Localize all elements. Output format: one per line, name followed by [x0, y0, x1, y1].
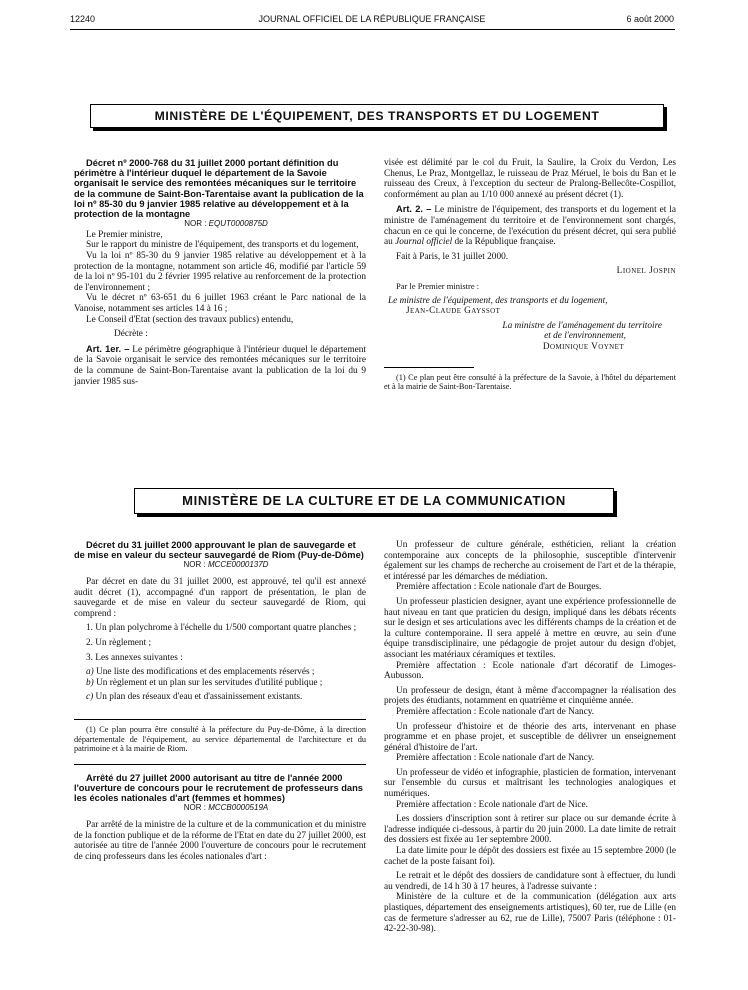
- ministry-heading-culture: MINISTÈRE DE LA CULTURE ET DE LA COMMUNICATION: [134, 488, 614, 514]
- footnote-riom: (1) Ce plan pourra être consulté à la préfecture du Puy-de-Dôme, à la direction départementale de l'équipement, au service départemental de l'architecture et du patrimoine et à la mairie de Riom.: [74, 724, 366, 754]
- minister-title-environnement-b: et de l'environnement,: [544, 331, 626, 342]
- footnote: (1) Ce plan peut être consulté à la préfecture de la Savoie, à l'hôtel du département et à la mairie de Saint-Bon-Tarentaise.: [384, 372, 676, 392]
- signer-voynet: Dominique Voynet: [542, 341, 624, 352]
- section-rule: [74, 764, 366, 765]
- post-description: Un professeur de design, étant à même d'accompagner la réalisation des projets des étudiants, notamment en quatrième et cinquième année.: [384, 685, 676, 707]
- signer-prime-minister: Lionel Jospin: [616, 266, 676, 277]
- nor-reference-arrete: NOR : MCCB0000519A: [183, 803, 269, 813]
- decree-title: Décret nº 2000-768 du 31 juillet 2000 portant définition du périmètre à l'intérieur duquel le département de la Savoie organisait le service des remontées mécaniques sur le territoire de la commune de Saint-Bon-Tarentaise avant la publication de la loi nº 85-30 du 9 janvier 1985 relative au développement et à la protection de la montagne: [74, 158, 364, 220]
- post-affectation: Première affectation : Ecole nationale d'art de Nancy.: [396, 706, 595, 717]
- preamble-line: Vu la loi nº 85-30 du 9 janvier 1985 relative au développement et à la protection de la montagne, notamment son article 46, modifié par l'article 59 de la loi nº 95-101 du 2 février 1995 relative au renforcement de la protection de l'environnement ;: [74, 251, 366, 293]
- preamble-line: Le Premier ministre,: [86, 229, 163, 240]
- decrete-line: Décrète :: [114, 329, 148, 340]
- section2-right-column: [384, 540, 676, 935]
- list-item: 2. Un règlement ;: [86, 637, 152, 648]
- minister-title-environnement-a: La ministre de l'aménagement du territoire: [502, 320, 662, 331]
- header-rule: [70, 29, 675, 30]
- sub-list-item: c) Un plan des réseaux d'eau et d'assainissement existants.: [86, 692, 303, 703]
- preamble-line: Vu le décret nº 63-651 du 6 juillet 1963 créant le Parc national de la Vanoise, notamment ses articles 14 à 16 ;: [74, 293, 366, 314]
- post-affectation: Première affectation : Ecole nationale d'art décoratif de Limoges-Aubusson.: [384, 660, 676, 682]
- preamble-line: Le Conseil d'Etat (section des travaux publics) entendu,: [86, 314, 294, 325]
- post-description: Un professeur plasticien designer, ayant une expérience professionnelle de haut niveau en tant que praticien du design, impliqué dans les débats récents sur le design et ses articulations avec les différents champs de la création et de la culture contemporaine. Il sera appelé à mettre en œuvre, au sein d'une équipe transdisciplinaire, une pédagogie de projet autour du design d'objet, associant les matériaux céramiques et textiles.: [384, 596, 676, 660]
- post-affectation: Première affectation : Ecole nationale d'art de Nancy.: [396, 753, 595, 764]
- arrete-intro: Par arrêté de la ministre de la culture et de la communication et du ministre de la fonction publique et de la réforme de l'Etat en date du 27 juillet 2000, est autorisée au titre de l'année 2000 l'ouverture de concours pour le recrutement de cinq professeurs dans les écoles nationales d'art :: [74, 819, 366, 862]
- minister-title-equipement: Le ministre de l'équipement, des transports et du logement,: [388, 295, 608, 306]
- list-item: 1. Un plan polychrome à l'échelle du 1/500 comportant quatre planches ;: [86, 623, 357, 634]
- journal-title: JOURNAL OFFICIEL DE LA RÉPUBLIQUE FRANÇAISE: [258, 14, 486, 24]
- closing-paragraph: La date limite pour le dépôt des dossiers est fixée au 15 septembre 2000 (le cachet de la poste faisant foi).: [384, 846, 676, 867]
- nor-reference: NOR : EQUT0000875D: [184, 219, 268, 229]
- running-header: [70, 14, 674, 24]
- post-description: Un professeur de vidéo et infographie, plasticien de formation, intervenant sur l'ensemble du cursus et maîtrisant les technologies analogiques et numériques.: [384, 767, 676, 800]
- fait-line: Fait à Paris, le 31 juillet 2000.: [396, 251, 509, 262]
- closing-paragraph: Les dossiers d'inscription sont à retirer sur place ou sur demande écrite à l'adresse indiquée ci-dessous, à partir du 20 juin 2000. La date limite de retrait des dossiers est fixée au 1er septembre 2000.: [384, 814, 676, 846]
- decree-riom-intro: Par décret en date du 31 juillet 2000, est approuvé, tel qu'il est annexé audit décret (1), accompagné d'un rapport de présentation, le plan de sauvegarde et de mise en valeur du secteur sauvegardé de Riom, qui comprend :: [74, 577, 366, 619]
- footnote-rule: [74, 719, 366, 720]
- nor-reference-riom: NOR : MCCE0000137D: [183, 560, 269, 570]
- preamble-line: Sur le rapport du ministre de l'équipement, des transports et du logement,: [86, 240, 359, 251]
- post-affectation: Première affectation : Ecole nationale d'art de Nice.: [396, 799, 588, 810]
- article-1: Art. 1er. – Le périmètre géographique à l'intérieur duquel le département de la Savoie organisait le service des remontées mécaniques sur le territoire de la commune de Saint-Bon-Tarentaise avant la publication de la loi du 9 janvier 1985 sus-: [74, 343, 366, 387]
- article-1-continued: visée est délimité par le col du Fruit, la Saulire, la Croix du Verdon, Les Chenus, Le Praz, Montgellaz, le ruisseau de Praz Méruel, le bois du Ban et le ruisseau des Creux, à l'exception du secteur de Pralong-Bellecôte-Cospillot, conformément au plan au 1/10 000 annexé au présent décret (1).: [384, 158, 676, 200]
- par-premier-ministre: Par le Premier ministre :: [396, 280, 480, 291]
- ministry-heading-equipement: MINISTÈRE DE L'ÉQUIPEMENT, DES TRANSPORTS ET DU LOGEMENT: [90, 104, 664, 128]
- list-item: 3. Les annexes suivantes :: [86, 652, 183, 663]
- footnote-rule: [384, 367, 474, 368]
- closing-paragraph: Le retrait et le dépôt des dossiers de candidature sont à effectuer, du lundi au vendredi, de 14 h 30 à 17 heures, à l'adresse suivante :: [384, 871, 676, 892]
- post-description: Un professeur d'histoire et de théorie des arts, intervenant en phase programme et en phase projet, et susceptible de délivrer un enseignement général d'histoire de l'art.: [384, 721, 676, 753]
- issue-date: 6 août 2000: [626, 14, 674, 24]
- sub-list-item: b) Un règlement et un plan sur les servitudes d'utilité publique ;: [86, 677, 323, 688]
- post-description: Un professeur de culture générale, esthéticien, reliant la création contemporaine aux concepts de la philosophie, susceptible d'intervenir également sur les champs de recherche au croisement de l'art et de la thérapie, et intéressé par les démarches de médiation.: [384, 540, 676, 582]
- arrete-title: Arrêté du 27 juillet 2000 autorisant au titre de l'année 2000 l'ouverture de concours pour le recrutement de professeurs dans les écoles nationales d'art (femmes et hommes): [74, 772, 363, 804]
- section2-left-column: [74, 540, 366, 862]
- post-affectation: Première affectation : Ecole nationale d'art de Bourges.: [396, 582, 602, 593]
- section1-left-column: [74, 158, 366, 387]
- article-2: Art. 2. – Le ministre de l'équipement, des transports et du logement et la ministre de l'aménagement du territoire et de l'environnement sont chargés, chacun en ce qui le concerne, de l'exécution du présent décret, qui sera publié au Journal officiel de la République française.: [384, 204, 677, 248]
- section1-right-column: [384, 158, 676, 392]
- sub-list-item: a) Une liste des modifications et des emplacements réservés ;: [86, 667, 315, 678]
- page-number: 12240: [70, 14, 96, 24]
- signer-gayssot: Jean-Claude Gayssot: [406, 306, 501, 317]
- closing-paragraph: Ministère de la culture et de la communication (délégation aux arts plastiques, département des enseignements artistiques), 60 ter, rue de Lille (en cas de fermeture s'adresser au 62, rue de Lille), 75007 Paris (téléphone : 01-42-22-30-98).: [384, 892, 676, 935]
- decree-riom-title: Décret du 31 juillet 2000 approuvant le plan de sauvegarde et de mise en valeur du secteur sauvegardé de Riom (Puy-de-Dôme): [74, 540, 364, 561]
